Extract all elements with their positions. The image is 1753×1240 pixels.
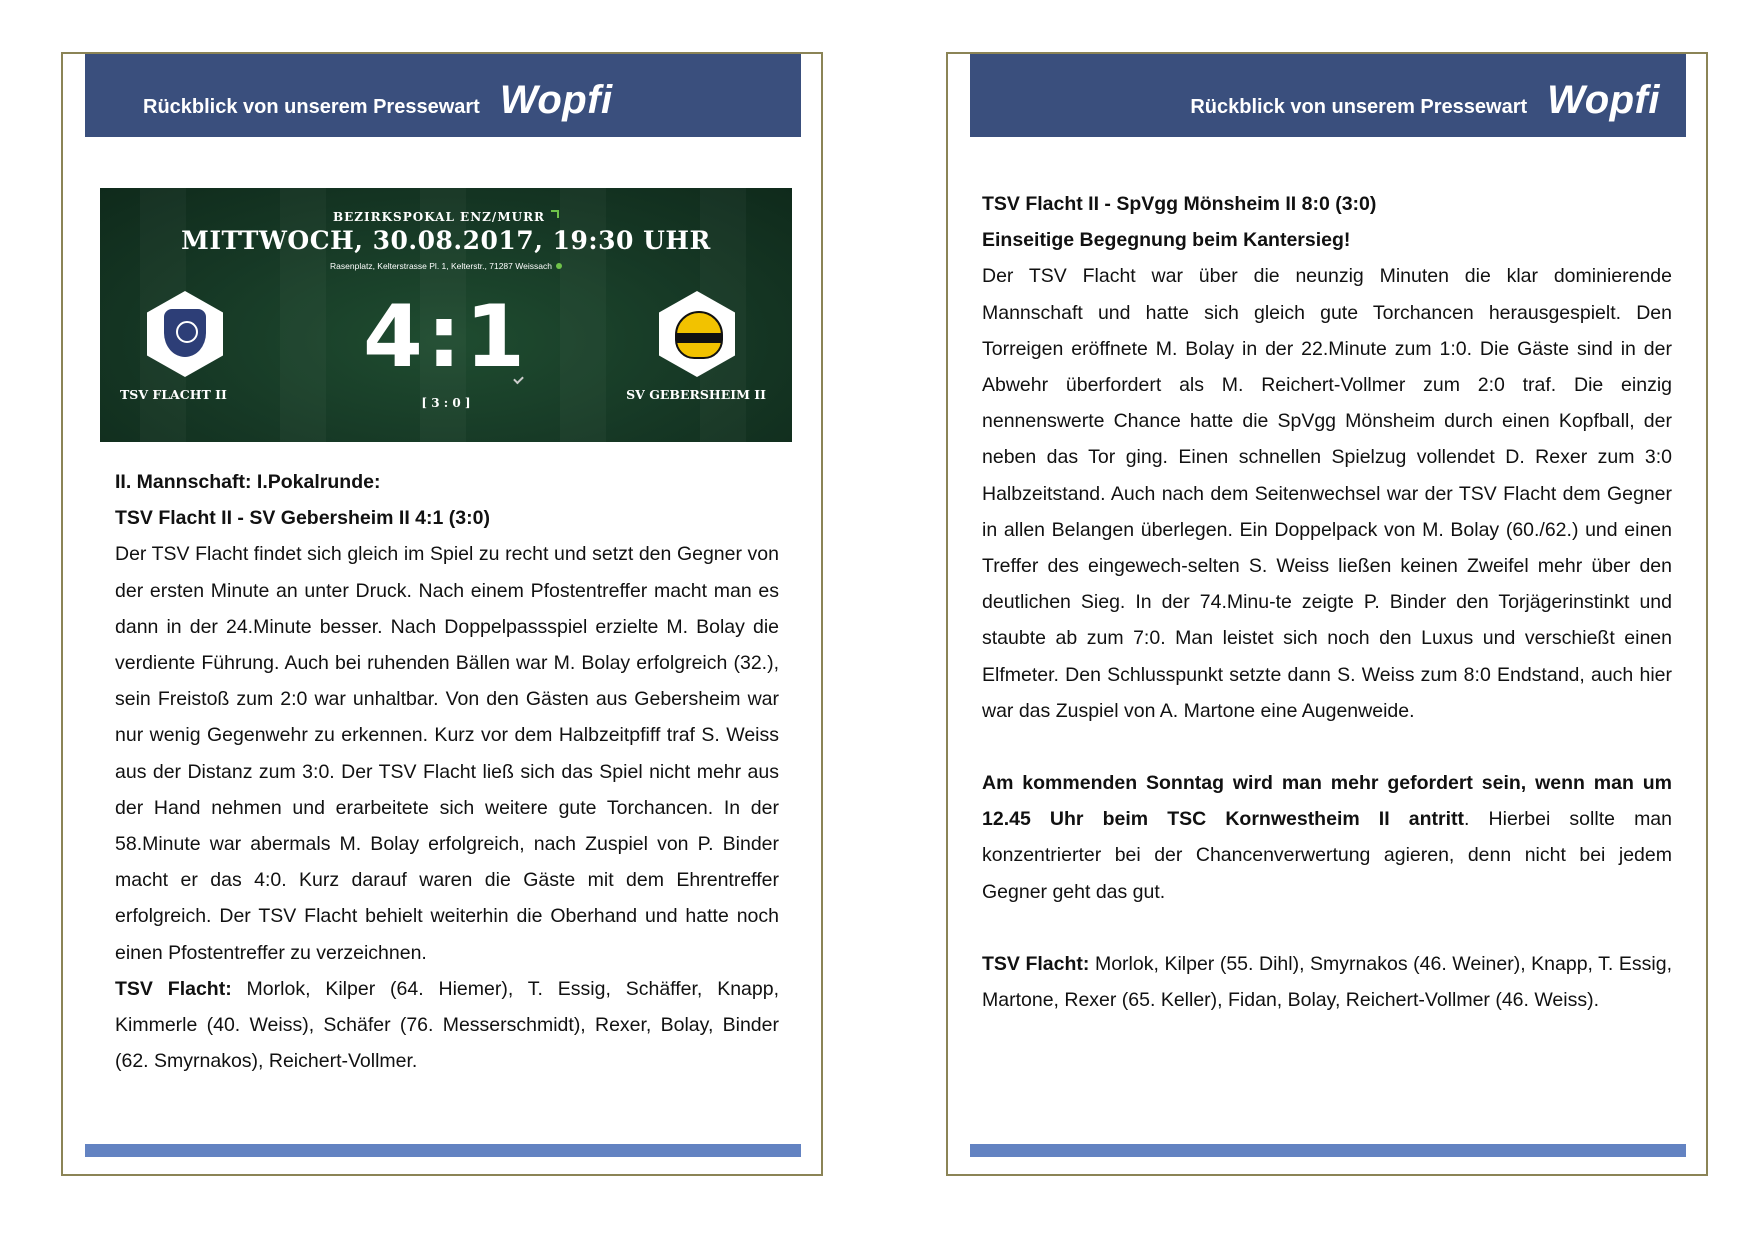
page-header xyxy=(85,54,801,137)
match-banner xyxy=(100,188,792,442)
spacer xyxy=(982,729,1672,765)
match-title: TSV Flacht II - SpVgg Mönsheim II 8:0 (3:0) xyxy=(982,193,1377,215)
outlook-paragraph xyxy=(982,765,1672,910)
banner-datetime: MITTWOCH, 30.08.2017, 19:30 UHR xyxy=(181,226,711,255)
header-label: Rückblick von unserem Pressewart xyxy=(143,96,480,118)
lineup-paragraph xyxy=(115,971,779,1080)
match-title: TSV Flacht II - SV Gebersheim II 4:1 (3:0) xyxy=(115,507,490,530)
banner-score: 4:1 xyxy=(362,287,530,387)
article-subheading: Einseitige Begegnung beim Kantersieg! xyxy=(982,229,1351,252)
page-right xyxy=(946,52,1708,1176)
venue-text: Rasenplatz, Kelterstrasse Pl. 1, Kelterstr., 71287 Weissach xyxy=(330,261,552,271)
outlook-rest: . Hierbei sollte man konzentrierter bei der Chancenverwertung agieren, denn nicht bei jedem Gegner geht das gut. xyxy=(982,808,1673,903)
lineup-label: TSV Flacht: xyxy=(982,952,1090,975)
lineup-label: TSV Flacht: xyxy=(115,977,232,1000)
home-team-name: TSV FLACHT II xyxy=(120,387,227,402)
header-name: Wopfi xyxy=(499,78,613,122)
lineup-paragraph xyxy=(982,946,1672,1018)
lineup-text: Morlok, Kilper (55. Dihl), Smyrnakos (46. Weiner), Knapp, T. Essig, Martone, Rexer (65. Keller), Fidan, Bolay, Reichert-Vollmer (46. Weiss). xyxy=(982,952,1672,1012)
lineup-text: Morlok, Kilper (64. Hiemer), T. Essig, Schäffer, Knapp, Kimmerle (40. Weiss), Schäfer (76. Messerschmidt), Rexer, Bolay, Binder (62. Smyrnakos), Reichert-Vollmer. xyxy=(115,977,779,1073)
page-left xyxy=(61,52,823,1176)
header-label: Rückblick von unserem Pressewart xyxy=(1190,96,1528,118)
header-title xyxy=(1190,78,1660,123)
article-left xyxy=(115,464,779,1079)
spacer xyxy=(982,910,1672,946)
article-body: Der TSV Flacht findet sich gleich im Spiel zu recht und setzt den Gegner von der ersten Minute an unter Druck. Nach einem Pfostentreffer macht man es dann in der 24.Minute besser. Nach Doppelpassspiel erzielte M. Bolay die verdiente Führung. Auch bei ruhenden Bällen war M. Bolay erfolgreich (32.), sein Freistoß zum 2:0 war unhaltbar. Von den Gästen aus Gebersheim war nur wenig Gegenwehr zu erkennen. Kurz vor dem Halbzeitpfiff traf S. Weiss aus der Distanz zum 3:0. Der TSV Flacht ließ sich das Spiel nicht mehr aus der Hand nehmen und erarbeitete sich weitere gute Torchancen. In der 58.Minute war abermals M. Bolay erfolgreich, nach Zuspiel von P. Binder macht er das 4:0. Kurz darauf waren die Gäste mit dem Ehrentreffer erfolgreich. Der TSV Flacht behielt weiterhin die Oberhand und hatte noch einen Pfostentreffer zu verzeichnen. xyxy=(115,543,779,964)
corner-icon xyxy=(551,210,559,218)
footer-bar xyxy=(970,1144,1686,1157)
banner-competition xyxy=(100,210,792,224)
article-right xyxy=(982,186,1672,1018)
footer-bar xyxy=(85,1144,801,1157)
banner-halftime: [ 3 : 0 ] xyxy=(421,396,471,410)
competition-text: BEZIRKSPOKAL ENZ/MURR xyxy=(332,210,546,224)
article-heading: II. Mannschaft: I.Pokalrunde: xyxy=(115,471,381,493)
banner-venue xyxy=(100,261,792,271)
outlook-bold: Am kommenden Sonntag wird man mehr gefordert sein, wenn man um 12.45 Uhr beim TSC Kornwestheim II antritt xyxy=(982,772,1672,831)
page-header xyxy=(970,54,1686,137)
away-team-name: SV GEBERSHEIM II xyxy=(626,387,766,402)
article-body: Der TSV Flacht war über die neunzig Minuten die klar dominierende Mannschaft und hatte sich gleich gute Torchancen herausgespielt. Den Torreigen eröffnete M. Bolay in der 22.Minute zum 1:0. Die Gäste sind in der Abwehr überfordert als M. Reichert-Vollmer zum 2:0 traf. Die einzig nennenswerte Chance hatte die SpVgg Mönsheim durch einen Kopfball, der neben das Tor ging. Einen schnellen Spielzug vollendet D. Rexer zum 3:0 Halbzeitstand. Auch nach dem Seitenwechsel war der TSV Flacht dem Gegner in allen Belangen überlegen. Ein Doppelpack von M. Bolay (60./62.) und einen Treffer des eingewech-selten S. Weiss ließen keinen Zweifel mehr über den deutlichen Sieg. In der 74.Minu-te zeigte P. Binder den Torjägerinstinkt und staubte ab zum 7:0. Man leistet sich noch den Luxus und verschießt einen Elfmeter. Den Schlusspunkt setzte dann S. Weiss zum 8:0 Endstand, auch hier war das Zuspiel von A. Martone eine Augenweide. xyxy=(982,265,1672,722)
location-pin-icon xyxy=(556,263,562,269)
header-title xyxy=(143,78,613,123)
header-name: Wopfi xyxy=(1547,78,1660,122)
